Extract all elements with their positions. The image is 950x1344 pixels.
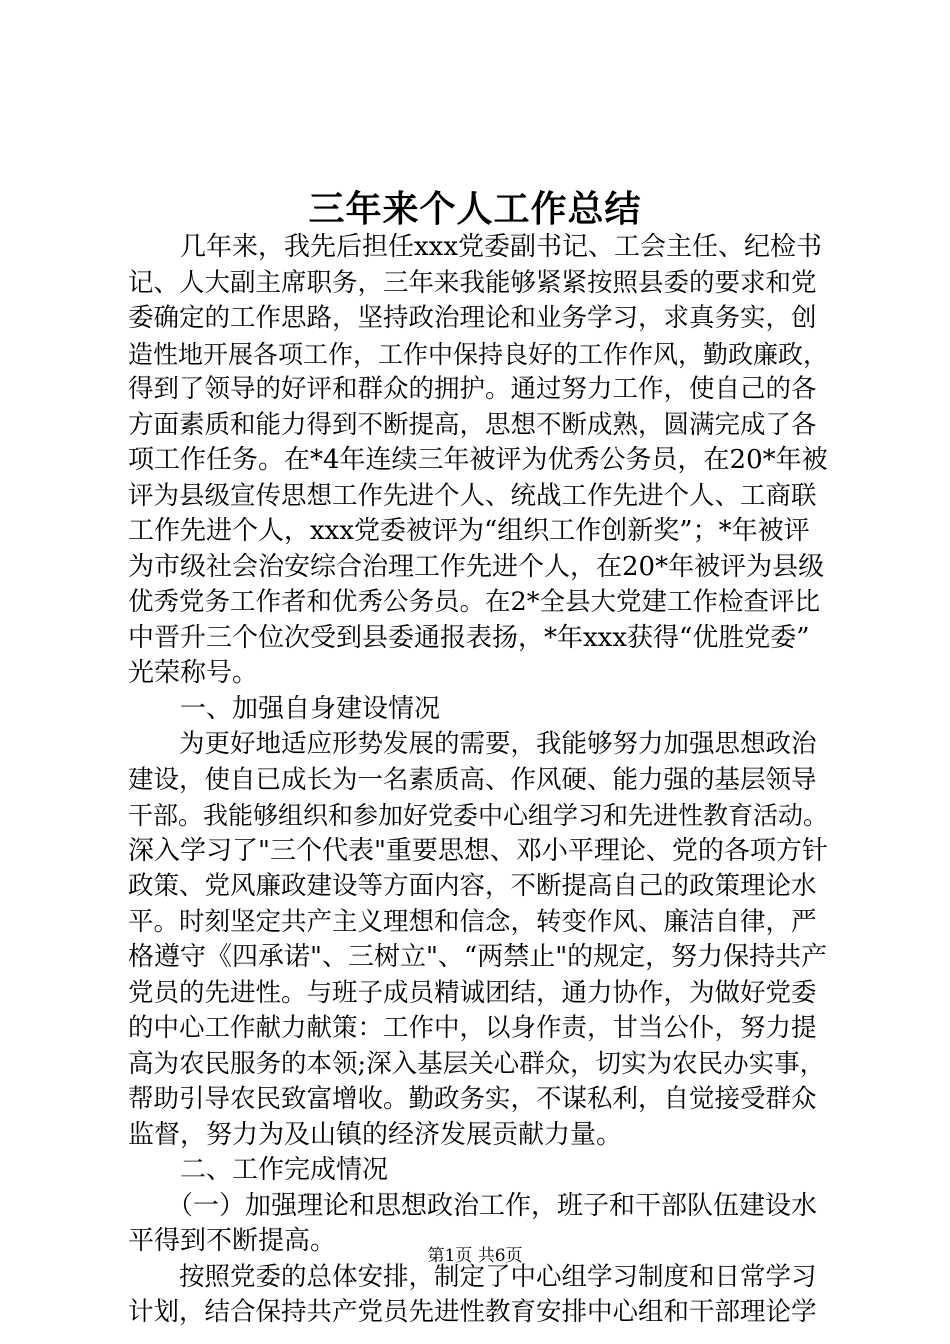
text-line: 政策、党风廉政建设等方面内容，不断提高自己的政策理论水 bbox=[128, 871, 817, 901]
text-line: 优秀党务工作者和优秀公务员。在2*全县大党建工作检查评比 bbox=[128, 587, 820, 617]
text-line: 干部。我能够组织和参加好党委中心组学习和先进性教育活动。 bbox=[128, 801, 829, 830]
text-line: 深入学习了"三个代表"重要思想、邓小平理论、党的各项方针 bbox=[128, 835, 828, 866]
text-line: 平。时刻坚定共产主义理想和信念，转变作风、廉洁自律，严 bbox=[128, 906, 817, 937]
page-number: 第1页 共6页 bbox=[427, 1246, 523, 1266]
document-body bbox=[128, 230, 828, 1331]
text-line: 高为农民服务的本领;深入基层关心群众，切实为农民办实事， bbox=[128, 1048, 826, 1079]
text-line: 格遵守《四承诺"、三树立"、“两禁止"的规定，努力保持共产 bbox=[128, 942, 828, 972]
text-line: 计划，结合保持共产党员先进性教育安排中心组和干部理论学 bbox=[128, 1297, 817, 1327]
text-line: 帮助引导农民致富增收。勤政务实，不谋私利，自觉接受群众 bbox=[128, 1084, 817, 1114]
text-line: 工作先进个人，xxx党委被评为“组织工作创新奖”；*年被评 bbox=[128, 516, 810, 546]
text-line: 中晋升三个位次受到县委通报表扬，*年xxx获得“优胜党委” bbox=[128, 622, 810, 653]
text-line: 按照党委的总体安排，制定了中心组学习制度和日常学习 bbox=[128, 1261, 817, 1292]
text-line: 委确定的工作思路，坚持政治理论和业务学习，求真务实，创 bbox=[128, 303, 817, 333]
text-line: 光荣称号。 bbox=[128, 658, 259, 688]
text-line: 建设，使自已成长为一名素质高、作风硬、能力强的基层领导 bbox=[128, 764, 817, 795]
text-line: 为更好地适应形势发展的需要，我能够努力加强思想政治 bbox=[128, 729, 817, 759]
text-line: 评为县级宣传思想工作先进个人、统战工作先进个人、工商联 bbox=[128, 480, 817, 511]
text-line: 二、工作完成情况 bbox=[128, 1155, 389, 1185]
text-line: 监督，努力为及山镇的经济发展贡献力量。 bbox=[128, 1119, 623, 1150]
text-line: 平得到不断提高。 bbox=[128, 1226, 337, 1256]
text-line: 为市级社会治安综合治理工作先进个人，在20*年被评为县级 bbox=[128, 551, 825, 582]
document-title: 三年来个人工作总结 bbox=[308, 188, 642, 230]
text-line: 一、加强自身建设情况 bbox=[128, 693, 441, 724]
text-line: 方面素质和能力得到不断提高，思想不断成熟，圆满完成了各 bbox=[128, 409, 817, 440]
text-line: （一）加强理论和思想政治工作，班子和干部队伍建设水 bbox=[128, 1190, 818, 1221]
text-line: 项工作任务。在*4年连续三年被评为优秀公务员，在20*年被 bbox=[128, 445, 828, 475]
text-line: 的中心工作献力献策：工作中，以身作责，甘当公仆，努力提 bbox=[128, 1013, 817, 1043]
text-line: 几年来，我先后担任xxx党委副书记、工会主任、纪检书 bbox=[128, 232, 822, 262]
text-line: 党员的先进性。与班子成员精诚团结，通力协作，为做好党委 bbox=[128, 977, 817, 1008]
text-line: 造性地开展各项工作，工作中保持良好的工作作风，勤政廉政， bbox=[128, 339, 829, 369]
text-line: 记、人大副主席职务，三年来我能够紧紧按照县委的要求和党 bbox=[128, 267, 817, 298]
text-line: 得到了领导的好评和群众的拥护。通过努力工作，使自己的各 bbox=[128, 374, 817, 404]
